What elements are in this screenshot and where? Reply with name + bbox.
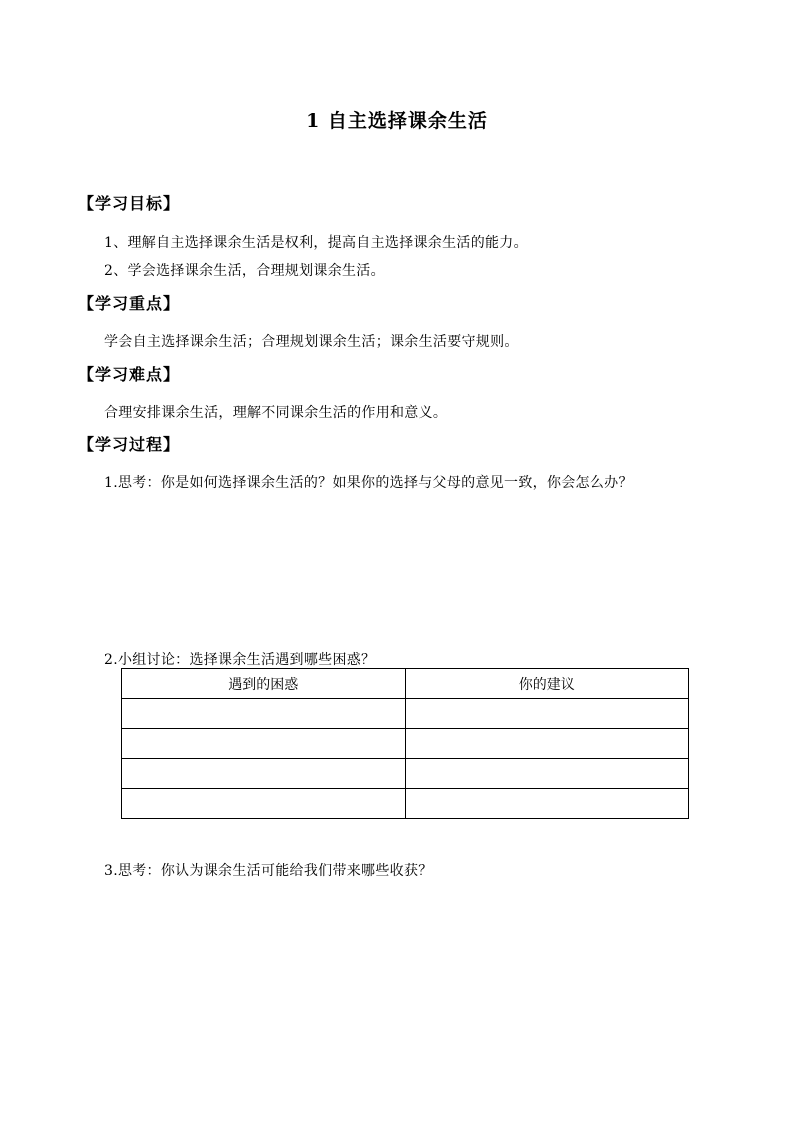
goal-item-2: 2、学会选择课余生活，合理规划课余生活。 (104, 263, 385, 279)
section-heading-process: 【学习过程】 (78, 435, 181, 454)
table-cell-suggestion[interactable] (405, 699, 689, 729)
question-2: 2.小组讨论：选择课余生活遇到哪些困惑？ (104, 652, 376, 668)
table-cell-confusion[interactable] (122, 729, 406, 759)
table-cell-confusion[interactable] (122, 699, 406, 729)
difficulties-text: 合理安排课余生活，理解不同课余生活的作用和意义。 (104, 405, 448, 421)
table-row (122, 789, 689, 819)
section-heading-difficulties: 【学习难点】 (78, 365, 181, 384)
discussion-table (121, 668, 689, 819)
goal-item-1: 1、理解自主选择课余生活是权利，提高自主选择课余生活的能力。 (104, 235, 528, 251)
table-row (122, 699, 689, 729)
table-cell-confusion[interactable] (122, 789, 406, 819)
section-heading-goals: 【学习目标】 (78, 194, 181, 213)
table-header-confusion: 遇到的困惑 (122, 669, 406, 699)
table-cell-suggestion[interactable] (405, 789, 689, 819)
table-cell-confusion[interactable] (122, 759, 406, 789)
page-title: 1 自主选择课余生活 (306, 110, 488, 132)
key-points-text: 学会自主选择课余生活；合理规划课余生活；课余生活要守规则。 (104, 334, 519, 350)
table-cell-suggestion[interactable] (405, 759, 689, 789)
table-cell-suggestion[interactable] (405, 729, 689, 759)
question-3: 3.思考：你认为课余生活可能给我们带来哪些收获？ (104, 863, 433, 879)
table-header-suggestion: 你的建议 (405, 669, 689, 699)
table-row (122, 759, 689, 789)
table-header-row (122, 669, 689, 699)
question-1: 1.思考：你是如何选择课余生活的？如果你的选择与父母的意见一致，你会怎么办？ (104, 475, 633, 491)
table-row (122, 729, 689, 759)
section-heading-key-points: 【学习重点】 (78, 294, 181, 313)
